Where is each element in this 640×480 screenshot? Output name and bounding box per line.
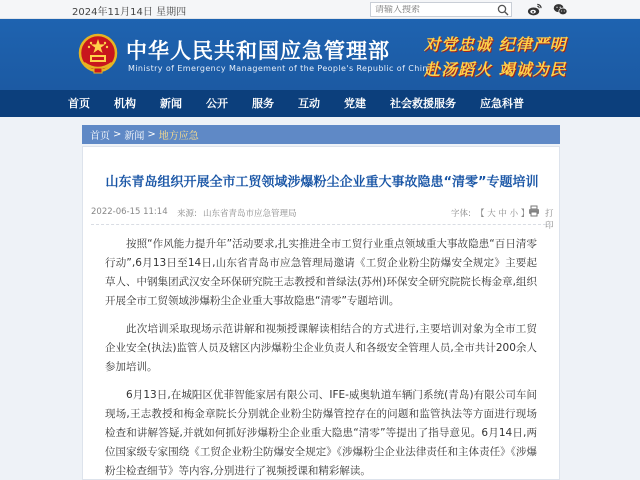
- nav-item-news[interactable]: 新闻: [160, 97, 182, 110]
- nav-item-services[interactable]: 服务: [252, 97, 274, 110]
- font-size-options[interactable]: 【 大 中 小 】: [476, 209, 530, 219]
- article-paragraph: 按照“作风能力提升年”活动要求,扎实推进全市工贸行业重点领域重大事故隐患“百日清零行动”,6月13日至14日,山东省青岛市应急管理局邀请《工贸企业粉尘防爆安全规定》主要起草人、中钢集团武汉安全环保研究院王志教授和普绿法(苏州)环保安全研究院院长梅金章,组织开展全市工贸领域涉爆粉尘企业重大事故隐患“清零”专题培训。: [105, 238, 537, 307]
- meta-divider: [91, 224, 551, 225]
- article-source: 山东省青岛市应急管理局: [203, 209, 297, 219]
- wechat-icon[interactable]: [553, 2, 568, 17]
- search-input[interactable]: [375, 5, 485, 15]
- nav-item-organization[interactable]: 机构: [114, 97, 136, 110]
- article-body: [105, 235, 537, 480]
- slogan-line-1: 对党忠诚 纪律严明: [424, 35, 567, 54]
- current-date: 2024年11月14日 星期四: [72, 7, 187, 18]
- article-paragraph: 6月13日,在城阳区优菲智能家居有限公司、IFE-威奥轨道车辆门系统(青岛)有限公司车间现场,王志教授和梅金章院长分别就企业粉尘防爆管控存在的问题和监管执法等方面进行现场检查和讲解答疑,并就如何抓好涉爆粉尘企业重大隐患“清零”等提出了指导意见。6月14日,两位国家级专家围绕《工贸企业粉尘防爆安全规定》《涉爆粉尘企业法律责任和主体责任》《涉爆粉尘检查细节》等内容,分别进行了视频授课和精彩解读。: [105, 389, 537, 477]
- breadcrumb: [82, 125, 560, 144]
- print-icon[interactable]: [528, 205, 540, 217]
- main-nav: [0, 90, 640, 117]
- article-title: 山东青岛组织开展全市工贸领域涉爆粉尘企业重大事故隐患“清零”专题培训: [105, 175, 539, 190]
- top-info-bar: [0, 0, 640, 19]
- slogan-line-2: 赴汤蹈火 竭诚为民: [424, 60, 567, 79]
- publish-time: 2022-06-15 11:14: [91, 207, 168, 217]
- font-size-label: 字体:: [451, 209, 471, 219]
- breadcrumb-separator: >: [147, 129, 156, 140]
- search-icon[interactable]: [497, 4, 509, 16]
- search-box[interactable]: [370, 2, 512, 17]
- source-label: 来源:: [177, 209, 197, 219]
- national-emblem-icon[interactable]: [78, 33, 118, 75]
- breadcrumb-home[interactable]: 首页: [90, 131, 110, 142]
- article-paragraph: 此次培训采取现场示范讲解和视频授课解读相结合的方式进行,主要培训对象为全市工贸企业安全(执法)监管人员及辖区内涉爆粉尘企业负责人和各级安全管理人员,全市共计200余人参加培训。: [105, 323, 537, 373]
- breadcrumb-current[interactable]: 地方应急: [158, 131, 199, 142]
- breadcrumb-news[interactable]: 新闻: [124, 131, 145, 142]
- print-button[interactable]: 打印: [545, 209, 554, 231]
- nav-item-public[interactable]: 公开: [206, 97, 228, 110]
- nav-item-science[interactable]: 应急科普: [480, 97, 524, 110]
- breadcrumb-separator: >: [113, 129, 122, 140]
- article-panel: [82, 146, 560, 480]
- weibo-icon[interactable]: [527, 2, 542, 17]
- nav-item-party[interactable]: 党建: [344, 97, 366, 110]
- nav-item-rescue-services[interactable]: 社会救援服务: [390, 97, 456, 110]
- nav-item-interaction[interactable]: 互动: [298, 97, 320, 110]
- site-name-english: Ministry of Emergency Management of the People's Republic of China: [128, 64, 434, 73]
- site-name[interactable]: 中华人民共和国应急管理部: [126, 39, 390, 63]
- nav-item-home[interactable]: 首页: [68, 97, 90, 110]
- site-header: [0, 19, 640, 90]
